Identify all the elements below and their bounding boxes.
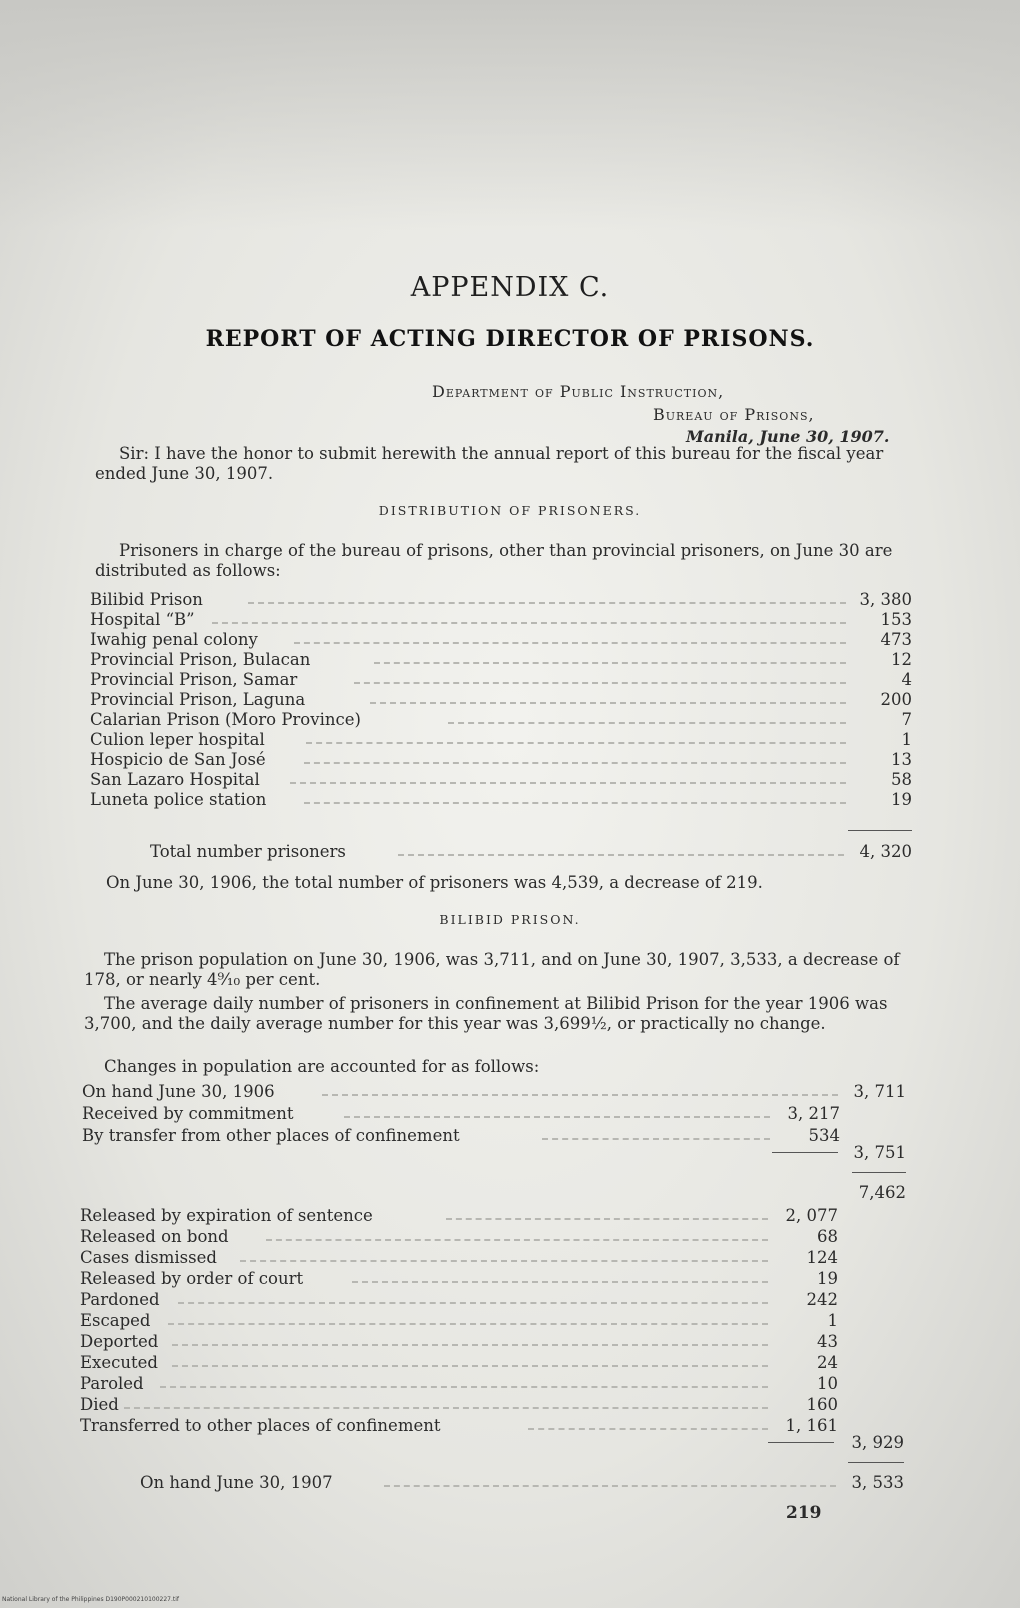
row-label: Pardoned <box>80 1290 160 1309</box>
table-row <box>0 690 1020 712</box>
bilibid-paragraph-1: The prison population on June 30, 1906, was 3,711, and on June 30, 1907, 3,533, a decrease of 178, or nearly 4⁹⁄₁₀ per cent. <box>84 950 900 989</box>
table-row <box>0 1248 1020 1270</box>
total-value: 4, 320 <box>859 842 912 861</box>
row-label: Released by expiration of sentence <box>80 1206 373 1225</box>
leader-dots <box>290 770 846 784</box>
table-row <box>0 1082 1020 1104</box>
table-row <box>0 790 1020 812</box>
leader-dots <box>352 1269 768 1283</box>
scan-shading <box>0 0 1020 230</box>
row-value: 24 <box>817 1353 838 1372</box>
leader-dots <box>178 1290 768 1304</box>
leader-dots <box>448 710 846 724</box>
sum-rule <box>852 1172 906 1173</box>
leader-dots <box>168 1311 768 1325</box>
leader-dots <box>160 1374 768 1388</box>
table-row <box>0 1374 1020 1396</box>
total-label: Total number prisoners <box>150 842 346 861</box>
row-label: Iwahig penal colony <box>90 630 258 649</box>
row-label: Executed <box>80 1353 158 1372</box>
row-value: 4 <box>901 670 912 689</box>
appendix-heading: APPENDIX C. <box>410 272 610 303</box>
row-label: Provincial Prison, Bulacan <box>90 650 311 669</box>
leader-dots <box>172 1353 768 1367</box>
row-label: Released on bond <box>80 1227 229 1246</box>
leader-dots <box>240 1248 768 1262</box>
row-value: 3, 217 <box>787 1104 840 1123</box>
leader-dots <box>528 1416 768 1430</box>
row-label: On hand June 30, 1906 <box>82 1082 275 1101</box>
leader-dots <box>384 1473 836 1487</box>
sum-rule <box>848 1462 904 1463</box>
table-row <box>0 1395 1020 1417</box>
table-row <box>0 710 1020 732</box>
table-row <box>0 1269 1020 1291</box>
table-row <box>0 650 1020 672</box>
leader-dots <box>354 670 846 684</box>
distribution-note: On June 30, 1906, the total number of prisoners was 4,539, a decrease of 219. <box>106 873 763 892</box>
letterhead-date: Manila, June 30, 1907. <box>686 427 890 446</box>
row-label: Provincial Prison, Samar <box>90 670 298 689</box>
subtotal-row <box>0 1143 1020 1165</box>
row-label: On hand June 30, 1907 <box>140 1473 333 1492</box>
row-value: 1, 161 <box>785 1416 838 1435</box>
distribution-heading: DISTRIBUTION OF PRISONERS. <box>378 503 642 518</box>
row-value: 68 <box>817 1227 838 1246</box>
row-value: 1 <box>827 1311 838 1330</box>
table-row <box>0 1353 1020 1375</box>
sum-rule <box>848 830 912 831</box>
leader-dots <box>370 690 846 704</box>
row-value: 12 <box>891 650 912 669</box>
row-label: Calarian Prison (Moro Province) <box>90 710 361 729</box>
subtotal-row <box>0 1433 1020 1455</box>
row-value: 124 <box>806 1248 838 1267</box>
row-label: Hospicio de San José <box>90 750 266 769</box>
row-label: Provincial Prison, Laguna <box>90 690 306 709</box>
row-value: 19 <box>817 1269 838 1288</box>
table-row <box>0 630 1020 652</box>
row-label: Released by order of court <box>80 1269 304 1288</box>
table-row <box>0 1206 1020 1228</box>
row-value: 7 <box>901 710 912 729</box>
row-value: 3, 380 <box>859 590 912 609</box>
bilibid-paragraph-2: The average daily number of prisoners in confinement at Bilibid Prison for the year 1906 was 3,700, and the daily average number for this year was 3,699½, or practically no change. <box>84 994 888 1033</box>
row-value: 1 <box>901 730 912 749</box>
released-total: 3, 929 <box>851 1433 904 1452</box>
row-value: 160 <box>806 1395 838 1414</box>
row-value: 10 <box>817 1374 838 1393</box>
row-label: Cases dismissed <box>80 1248 217 1267</box>
row-value: 13 <box>891 750 912 769</box>
leader-dots <box>266 1227 768 1241</box>
row-label: Escaped <box>80 1311 151 1330</box>
leader-dots <box>124 1395 768 1409</box>
bilibid-heading: BILIBID PRISON. <box>439 912 581 927</box>
table-row <box>0 610 1020 632</box>
report-title: REPORT OF ACTING DIRECTOR OF PRISONS. <box>205 326 815 352</box>
row-label: Bilibid Prison <box>90 590 203 609</box>
row-label: Deported <box>80 1332 159 1351</box>
leader-dots <box>248 590 846 604</box>
final-row <box>0 1473 1020 1495</box>
row-label: Luneta police station <box>90 790 267 809</box>
leader-dots <box>172 1332 768 1346</box>
bilibid-paragraph-3: Changes in population are accounted for as follows: <box>104 1057 540 1076</box>
grand-total-row <box>0 1183 1020 1205</box>
table-row <box>0 1227 1020 1249</box>
intro-paragraph: Sir: I have the honor to submit herewith the annual report of this bureau for the fiscal year ended June 30, 1907. <box>95 444 884 483</box>
leader-dots <box>374 650 846 664</box>
letterhead-bureau: Bureau of Prisons, <box>653 405 815 424</box>
row-label: Hospital “B” <box>90 610 195 629</box>
row-label: San Lazaro Hospital <box>90 770 260 789</box>
total-row <box>0 842 1020 864</box>
page-number: 219 <box>786 1503 822 1523</box>
row-value: 2, 077 <box>785 1206 838 1225</box>
leader-dots <box>304 750 846 764</box>
table-row <box>0 770 1020 792</box>
row-value: 19 <box>891 790 912 809</box>
leader-dots <box>542 1126 770 1140</box>
row-value: 3, 533 <box>851 1473 904 1492</box>
row-label: Transferred to other places of confinement <box>80 1416 441 1435</box>
row-label: Died <box>80 1395 119 1414</box>
row-value: 534 <box>808 1126 840 1145</box>
leader-dots <box>322 1082 838 1096</box>
row-value: 153 <box>880 610 912 629</box>
leader-dots <box>344 1104 770 1118</box>
letterhead-department: Department of Public Instruction, <box>432 382 725 401</box>
table-row <box>0 1311 1020 1333</box>
table-row <box>0 1104 1020 1126</box>
leader-dots <box>306 730 846 744</box>
leader-dots <box>294 630 846 644</box>
leader-dots <box>446 1206 768 1220</box>
received-total: 3, 751 <box>853 1143 906 1162</box>
table-row <box>0 1332 1020 1354</box>
distribution-lead: Prisoners in charge of the bureau of prisons, other than provincial prisoners, on June 30 are distributed as follows: <box>95 541 893 580</box>
leader-dots <box>304 790 846 804</box>
table-row <box>0 730 1020 752</box>
row-value: 58 <box>891 770 912 789</box>
row-value: 43 <box>817 1332 838 1351</box>
row-value: 3, 711 <box>853 1082 906 1101</box>
leader-dots <box>398 842 844 856</box>
row-value: 242 <box>806 1290 838 1309</box>
row-label: Culion leper hospital <box>90 730 265 749</box>
table-row <box>0 590 1020 612</box>
row-label: By transfer from other places of confinement <box>82 1126 460 1145</box>
row-value: 200 <box>880 690 912 709</box>
row-label: Received by commitment <box>82 1104 294 1123</box>
row-value: 473 <box>880 630 912 649</box>
grand-total: 7,462 <box>858 1183 906 1202</box>
table-row <box>0 670 1020 692</box>
table-row <box>0 750 1020 772</box>
leader-dots <box>212 610 846 624</box>
table-row <box>0 1290 1020 1312</box>
row-label: Paroled <box>80 1374 144 1393</box>
scan-footer: National Library of the Philippines D190P000210100227.tif <box>2 1596 180 1603</box>
